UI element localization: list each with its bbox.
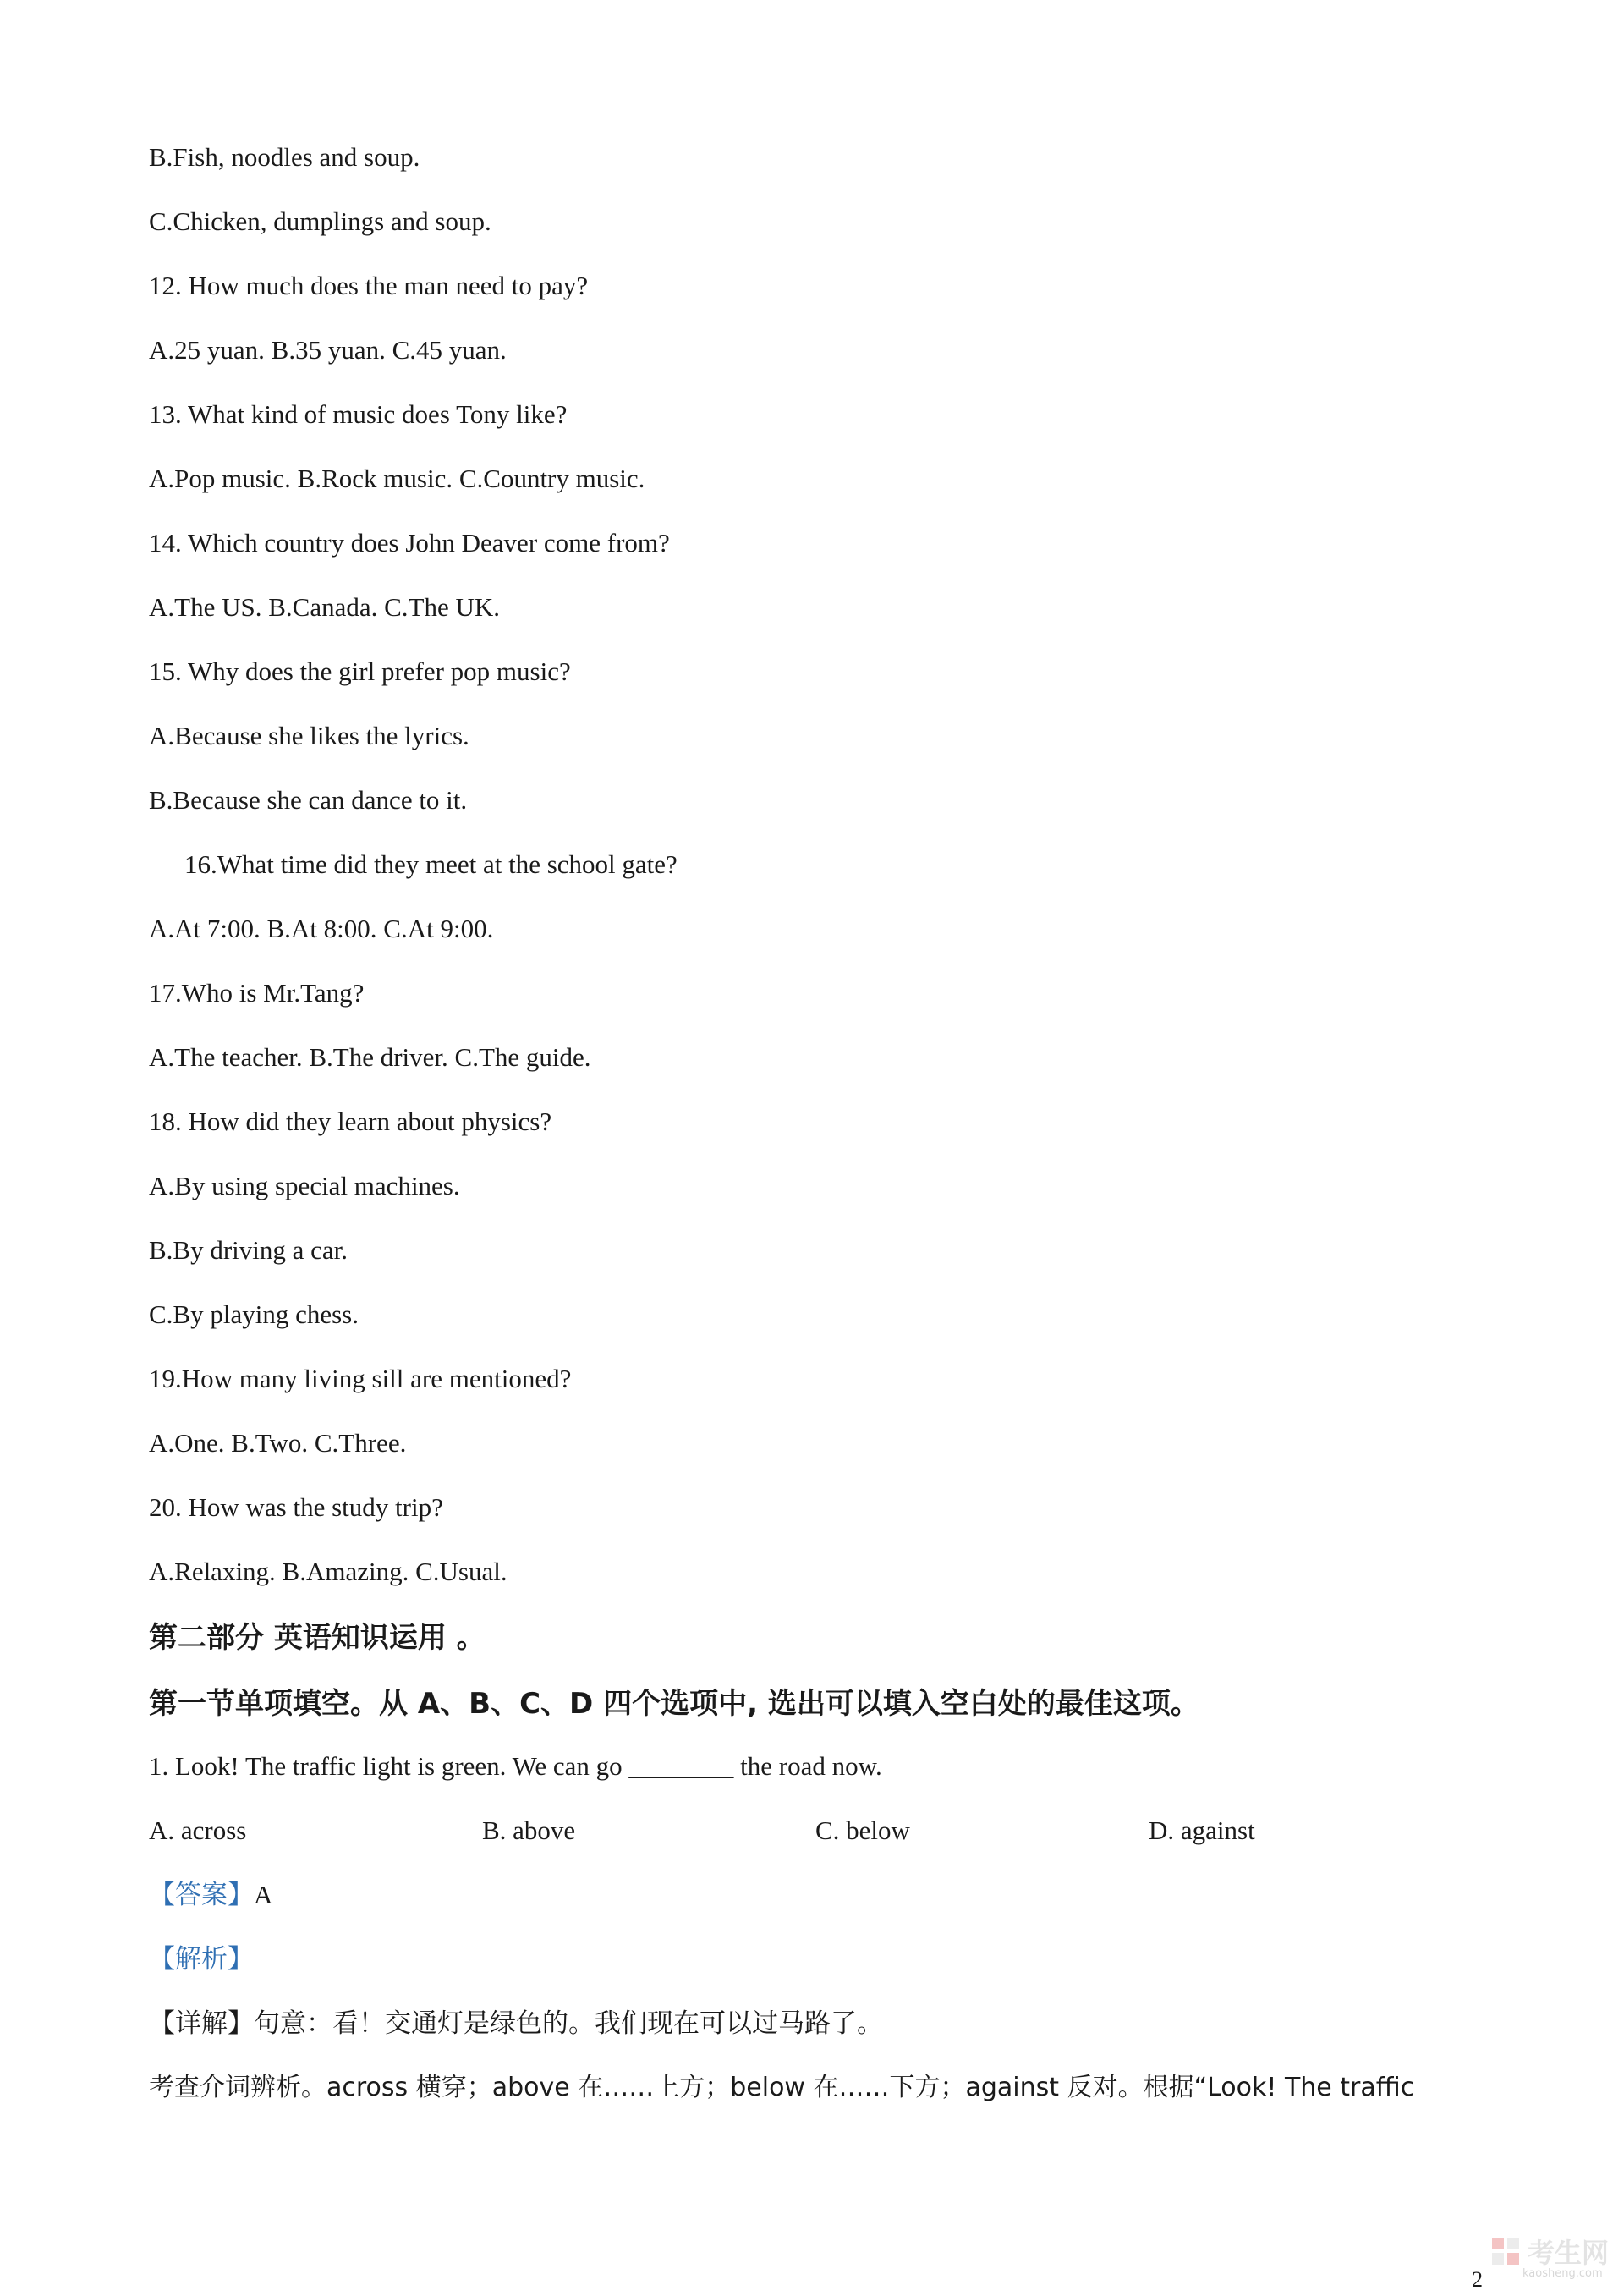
option-line: A.25 yuan. B.35 yuan. C.45 yuan. bbox=[149, 335, 507, 365]
detail-text: 句意：看！交通灯是绿色的。我们现在可以过马路了。 bbox=[254, 2008, 883, 2039]
option-c: C. below bbox=[815, 1815, 910, 1845]
option-line: A.At 7:00. B.At 8:00. C.At 9:00. bbox=[149, 914, 494, 943]
option-line: A.The teacher. B.The driver. C.The guide. bbox=[149, 1042, 591, 1072]
section-subtitle: 第一节单项填空。从 A、B、C、D 四个选项中, 选出可以填入空白处的最佳这项。 bbox=[149, 1687, 1199, 1721]
option-line: C.By playing chess. bbox=[149, 1299, 359, 1329]
question-line: 20. How was the study trip? bbox=[149, 1492, 443, 1522]
analysis-line bbox=[149, 1942, 254, 1976]
option-a: A. across bbox=[149, 1815, 247, 1845]
answer-value: A bbox=[254, 1880, 273, 1909]
option-line: B.Fish, noodles and soup. bbox=[149, 142, 420, 172]
question-line: 12. How much does the man need to pay? bbox=[149, 271, 589, 300]
answer-tag: 【答案】 bbox=[149, 1880, 254, 1910]
answer-line bbox=[149, 1878, 272, 1912]
watermark-logo-icon bbox=[1489, 2234, 1522, 2268]
watermark-text: 考生网 bbox=[1528, 2237, 1610, 2269]
option-line: A.Pop music. B.Rock music. C.Country music. bbox=[149, 464, 645, 493]
watermark-subtext: kaosheng.com bbox=[1522, 2267, 1603, 2280]
option-line: A.The US. B.Canada. C.The UK. bbox=[149, 592, 500, 622]
analysis-tag: 【解析】 bbox=[149, 1944, 254, 1975]
option-line: A.By using special machines. bbox=[149, 1171, 460, 1200]
question-line: 14. Which country does John Deaver come from? bbox=[149, 528, 670, 558]
question-line: 15. Why does the girl prefer pop music? bbox=[149, 656, 571, 686]
page-number: 2 bbox=[1472, 2267, 1483, 2292]
question-line: 18. How did they learn about physics? bbox=[149, 1107, 552, 1136]
option-d: D. against bbox=[1149, 1815, 1255, 1845]
section-title: 第二部分 英语知识运用 。 bbox=[149, 1621, 486, 1655]
option-line: A.Because she likes the lyrics. bbox=[149, 721, 469, 750]
option-line: A.One. B.Two. C.Three. bbox=[149, 1428, 407, 1458]
question-line: 17.Who is Mr.Tang? bbox=[149, 978, 365, 1008]
explanation-line: 考查介词辨析。across 横穿；above 在……上方；below 在……下方；against 反对。根据“Look! The traffic bbox=[149, 2073, 1415, 2102]
detail-line bbox=[149, 2007, 883, 2041]
option-line: B.By driving a car. bbox=[149, 1235, 348, 1265]
option-line: C.Chicken, dumplings and soup. bbox=[149, 206, 491, 236]
option-line: B.Because she can dance to it. bbox=[149, 785, 468, 815]
question-stem: 1. Look! The traffic light is green. We can go ________ the road now. bbox=[149, 1751, 882, 1781]
question-line: 19.How many living sill are mentioned? bbox=[149, 1364, 572, 1393]
detail-tag: 【详解】 bbox=[149, 2008, 254, 2039]
option-line: A.Relaxing. B.Amazing. C.Usual. bbox=[149, 1557, 508, 1586]
question-line: 16.What time did they meet at the school gate? bbox=[184, 849, 678, 879]
watermark bbox=[1489, 2232, 1609, 2271]
option-b: B. above bbox=[482, 1815, 576, 1845]
question-line: 13. What kind of music does Tony like? bbox=[149, 399, 568, 429]
